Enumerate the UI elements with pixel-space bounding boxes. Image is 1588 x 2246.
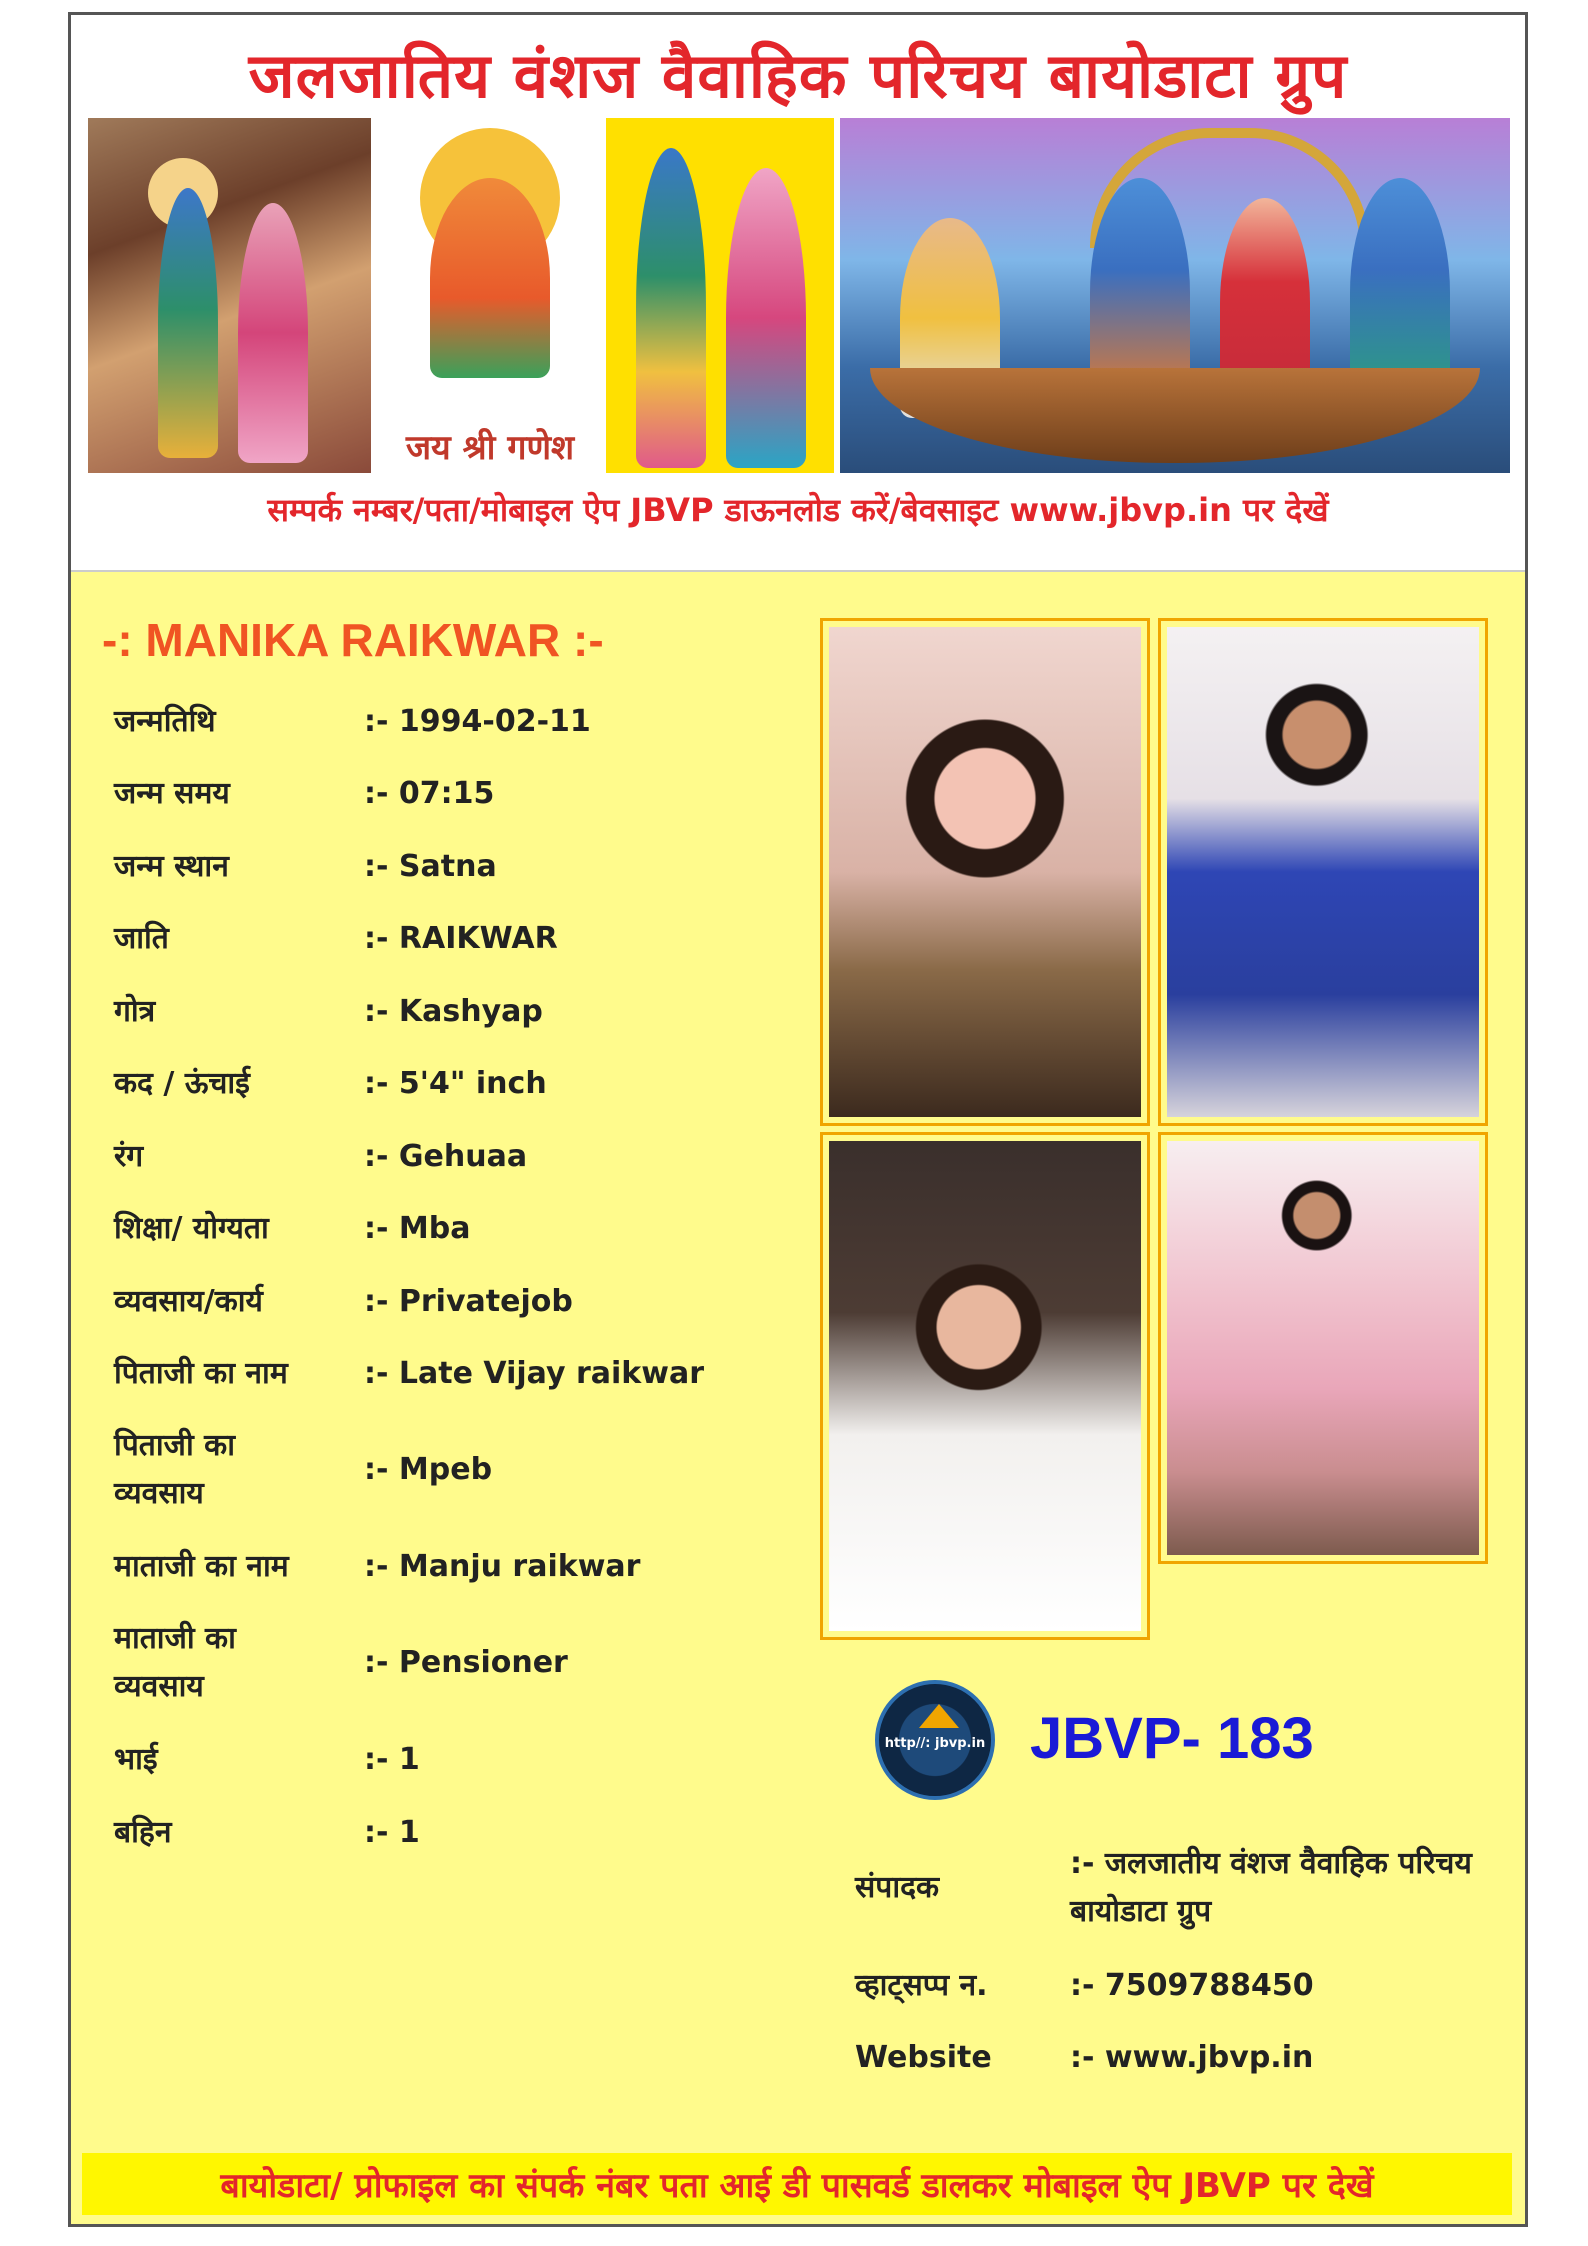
field-brothers [114,1736,814,1784]
field-label: रंग [114,1139,144,1174]
field-birth-place [114,843,814,891]
profile-id: JBVP- 183 [1030,1706,1314,1771]
field-value: :- Mba [364,1211,471,1246]
field-complexion [114,1133,814,1181]
whatsapp-label: व्हाट्सप्प न. [855,1968,988,2003]
field-mother-occupation [114,1615,814,1711]
footer-text: बायोडाटा/ प्रोफाइल का संपर्क नंबर पता आई डी पासवर्ड डालकर मोबाइल ऐप JBVP पर देखें [220,2166,1374,2206]
field-dob [114,698,814,746]
ganesh-caption: जय श्री गणेश [405,428,575,468]
field-sisters [114,1809,814,1857]
field-label: शिक्षा/ योग्यता [114,1211,269,1246]
whatsapp-row [855,1962,1515,2010]
website-row [855,2034,1515,2082]
field-label: माताजी का नाम [114,1549,289,1584]
profile-photo-1 [820,618,1150,1126]
logo-text: http//: jbvp.in [884,1736,986,1751]
field-label: जन्मतिथि [114,704,216,739]
field-value: :- Late Vijay raikwar [364,1356,704,1391]
contact-line: सम्पर्क नम्बर/पता/मोबाइल ऐप JBVP डाऊनलोड करें/बेवसाइट www.jbvp.in पर देखें [267,491,1329,529]
field-height [114,1060,814,1108]
field-label: माताजी का व्यवसाय [114,1621,236,1704]
field-label: जन्म समय [114,776,230,811]
editor-label: संपादक [855,1870,940,1905]
field-value: :- Gehuaa [364,1139,528,1174]
field-mother-name [114,1543,814,1591]
field-value: :- Mpeb [364,1452,493,1487]
field-caste [114,915,814,963]
website-link[interactable]: :- www.jbvp.in [1070,2040,1314,2075]
field-label: भाई [114,1742,158,1777]
field-gotra [114,988,814,1036]
field-label: पिताजी का नाम [114,1356,288,1391]
field-value: :- Privatejob [364,1284,573,1319]
field-birth-time [114,770,814,818]
field-label: गोत्र [114,994,156,1029]
field-value: :- 1 [364,1815,420,1850]
group-title: जलजातिय वंशज वैवाहिक परिचय बायोडाटा ग्रुप [248,39,1348,112]
field-value: :- 5'4" inch [364,1066,547,1101]
field-value: :- 1994-02-11 [364,704,591,739]
field-occupation [114,1278,814,1326]
field-label: जाति [114,921,169,956]
field-label: पिताजी का व्यवसाय [114,1428,235,1511]
field-value: :- Satna [364,849,497,884]
profile-photo-4 [1158,1132,1488,1564]
field-value: :- Manju raikwar [364,1549,641,1584]
editor-value: :- जलजातीय वंशज वैवाहिक परिचय बायोडाटा ग्रुप [1070,1846,1472,1929]
field-value: :- Kashyap [364,994,543,1029]
field-value: :- 07:15 [364,776,495,811]
editor-row [855,1840,1515,1936]
field-label: कद / ऊंचाई [114,1066,250,1101]
whatsapp-number: :- 7509788450 [1070,1968,1314,2003]
field-value: :- Pensioner [364,1645,568,1680]
profile-photo-2 [1158,618,1488,1126]
jbvp-logo [875,1680,995,1800]
field-value: :- 1 [364,1742,420,1777]
website-label: Website [855,2040,992,2075]
field-father-occupation [114,1422,814,1518]
field-value: :- RAIKWAR [364,921,558,956]
footer-banner [82,2153,1512,2215]
field-label: व्यवसाय/कार्य [114,1284,263,1319]
candidate-name: -: MANIKA RAIKWAR :- [102,614,604,666]
profile-photo-3 [820,1132,1150,1640]
field-father-name [114,1350,814,1398]
field-label: बहिन [114,1815,172,1850]
field-label: जन्म स्थान [114,849,229,884]
field-education [114,1205,814,1253]
